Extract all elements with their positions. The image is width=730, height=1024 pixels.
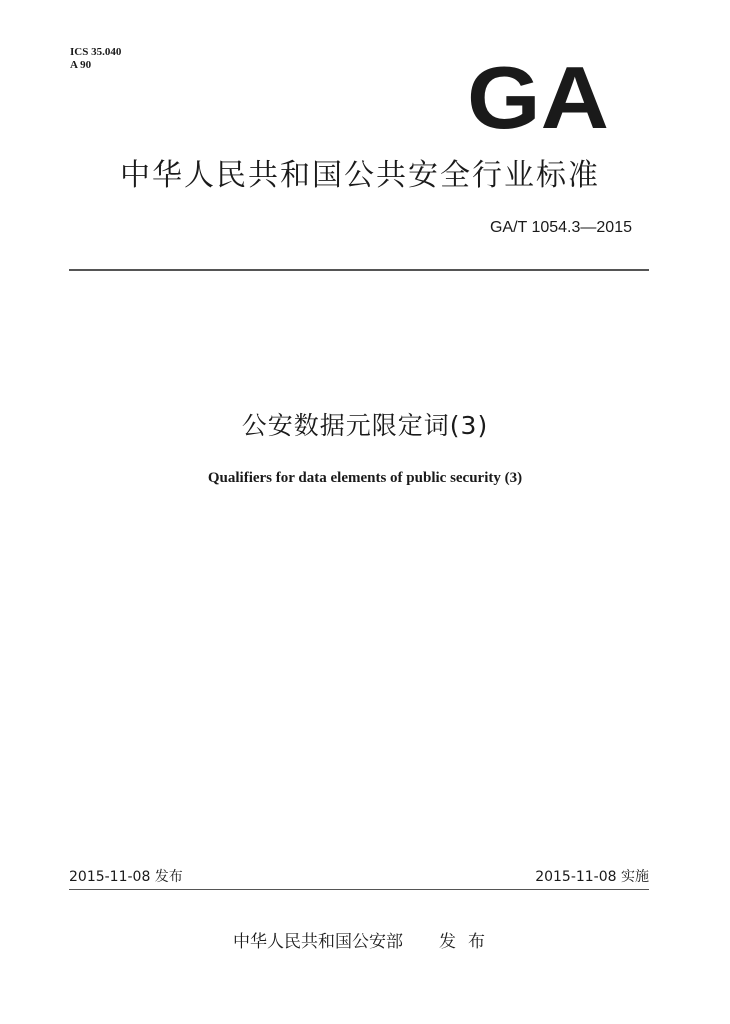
header-divider xyxy=(69,269,649,271)
ga-logo-text: GA xyxy=(467,56,609,130)
standard-number: GA/T 1054.3—2015 xyxy=(489,219,632,236)
publisher-name: 中华人民共和国公安部 xyxy=(233,932,403,952)
ccs-code: A 90 xyxy=(70,59,92,71)
standard-type-heading: 中华人民共和国公共安全行业标准 xyxy=(120,158,600,193)
publisher-action: 发布 xyxy=(439,932,497,952)
document-title-english: Qualifiers for data elements of public security (3) xyxy=(207,470,523,486)
implementation-date: 2015-11-08 实施 xyxy=(535,869,649,885)
classification-codes xyxy=(70,46,121,72)
ics-code: ICS 35.040 xyxy=(70,46,122,58)
document-title-chinese: 公安数据元限定词(3) xyxy=(241,411,489,440)
issue-date: 2015-11-08 发布 xyxy=(69,869,183,885)
ga-logo xyxy=(466,56,611,130)
publisher-line xyxy=(70,927,660,952)
footer-divider xyxy=(69,889,649,890)
